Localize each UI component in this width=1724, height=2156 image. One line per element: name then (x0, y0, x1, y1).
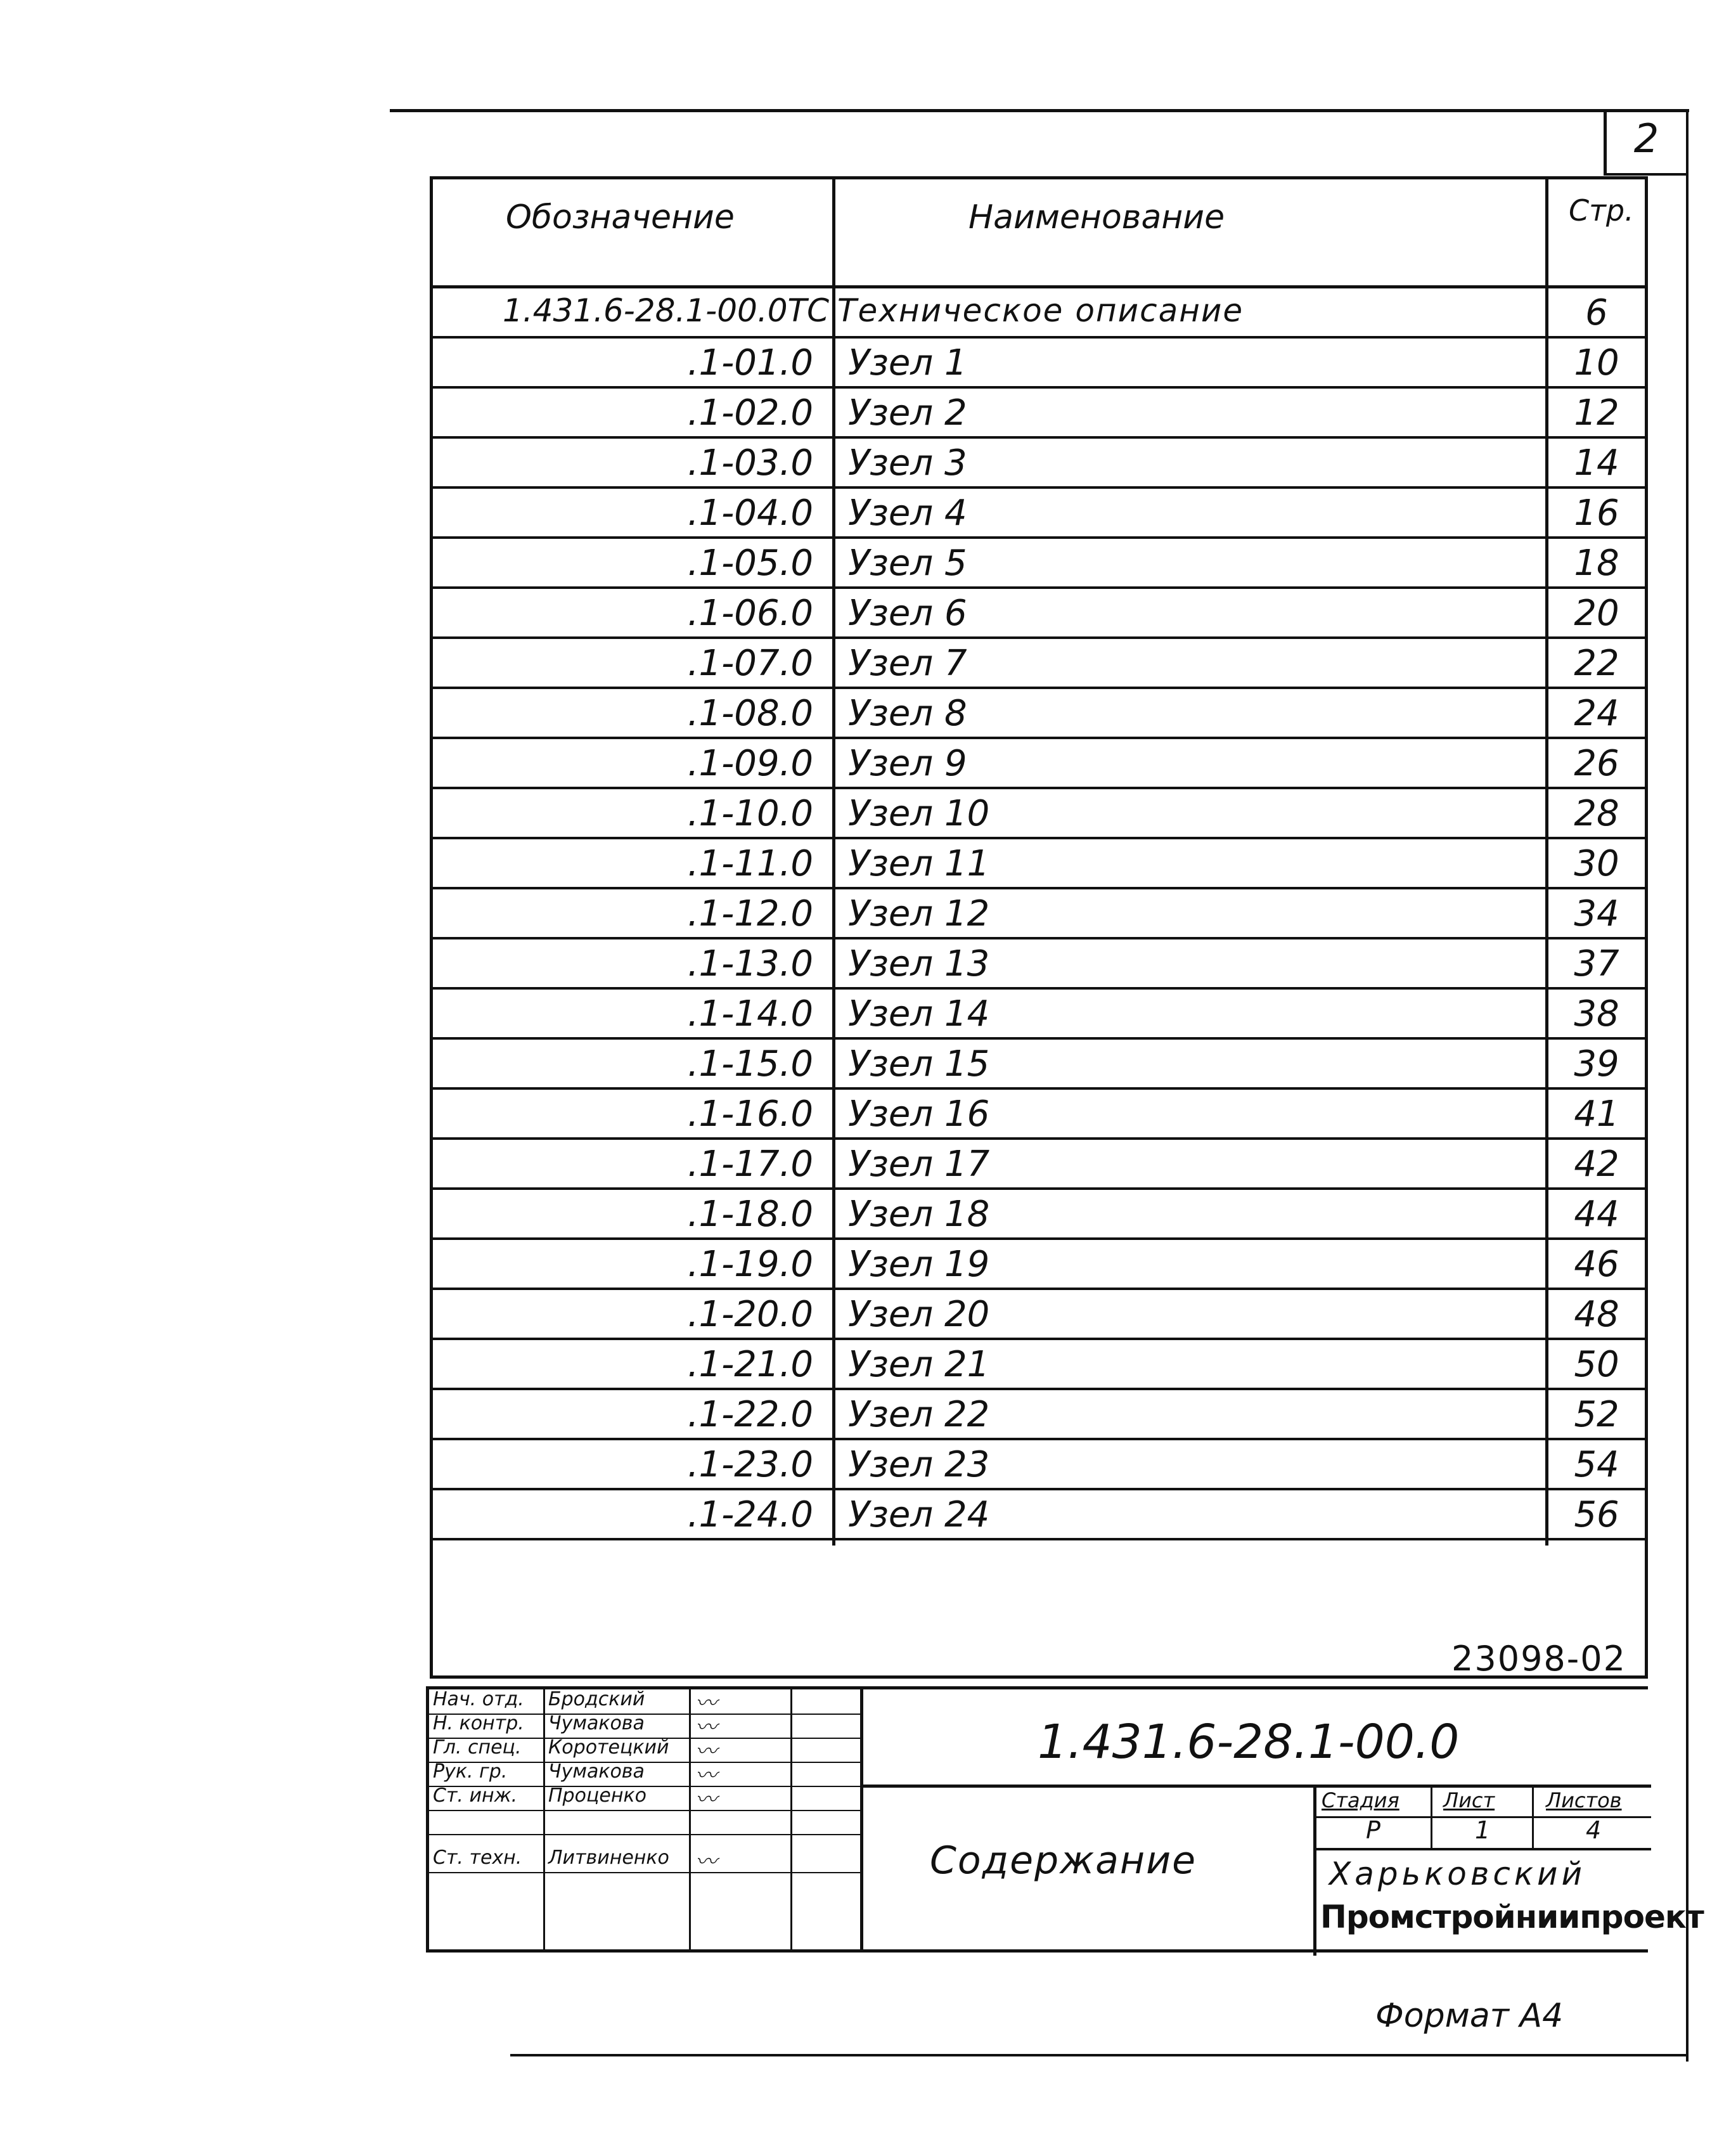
row-name: Узел 7 (848, 643, 967, 684)
table-row (433, 1190, 1645, 1240)
row-code: .1-14.0 (687, 993, 813, 1035)
row-name: Узел 3 (848, 442, 967, 484)
row-code: .1-02.0 (687, 392, 813, 434)
table-rows (433, 288, 1645, 1540)
stage-value: Р (1366, 1816, 1380, 1844)
table-row (433, 1140, 1645, 1190)
table-row (433, 689, 1645, 739)
row-code: .1-18.0 (687, 1194, 813, 1235)
row-code: .1-17.0 (687, 1144, 813, 1185)
signer-role: Н. контр. (433, 1712, 524, 1734)
row-page: 34 (1574, 893, 1619, 934)
row-page: 22 (1574, 643, 1619, 684)
row-name: Узел 17 (848, 1144, 990, 1185)
signature-mark: 〰 (695, 1739, 717, 1764)
table-row (433, 839, 1645, 889)
signer-name: Проценко (548, 1785, 646, 1807)
row-name: Узел 4 (848, 493, 967, 534)
header-designation: Обозначение (506, 198, 735, 236)
signature-mark: 〰 (695, 1691, 717, 1716)
row-code: .1-09.0 (687, 743, 813, 784)
table-row (433, 789, 1645, 839)
row-name: Узел 21 (848, 1344, 990, 1385)
row-page: 38 (1574, 993, 1619, 1035)
signer-row (429, 1786, 860, 1811)
frame-bottom-line (510, 2054, 1686, 2056)
row-page: 18 (1574, 543, 1619, 584)
signer-row (429, 1689, 860, 1715)
table-row (433, 439, 1645, 489)
signer-name: Чумакова (548, 1760, 645, 1783)
table-row (433, 1240, 1645, 1290)
org-name-line1: Харьковский (1329, 1856, 1586, 1892)
row-page: 12 (1574, 392, 1619, 434)
header-page: Стр. (1569, 193, 1634, 228)
signer-row (429, 1848, 860, 1873)
table-row (433, 889, 1645, 939)
table-row (433, 589, 1645, 639)
signer-role: Ст. техн. (433, 1847, 522, 1869)
row-name: Узел 13 (848, 943, 990, 984)
row-code: 1.431.6-28.1-00.0ТС (502, 292, 829, 329)
row-page: 52 (1574, 1394, 1619, 1435)
row-page: 39 (1574, 1043, 1619, 1085)
row-code: .1-06.0 (687, 593, 813, 634)
row-page: 54 (1574, 1444, 1619, 1485)
signature-mark: 〰 (695, 1715, 717, 1740)
format-label: Формат А4 (1375, 1997, 1564, 2035)
signer-row (429, 1762, 860, 1787)
table-row (433, 1090, 1645, 1140)
sheets-value: 4 (1586, 1816, 1602, 1844)
table-row (433, 1290, 1645, 1340)
title-block-title: Содержание (930, 1838, 1197, 1883)
row-code: .1-05.0 (687, 543, 813, 584)
signer-role: Рук. гр. (433, 1760, 508, 1783)
tb-divider-2 (689, 1689, 691, 1949)
header-name: Наименование (968, 198, 1225, 236)
row-code: .1-19.0 (687, 1244, 813, 1285)
row-name: Узел 20 (848, 1294, 990, 1335)
signer-role: Ст. инж. (433, 1785, 518, 1807)
row-name: Узел 2 (848, 392, 967, 434)
signer-row (429, 1714, 860, 1739)
row-page: 48 (1574, 1294, 1619, 1335)
stage-label: Стадия (1322, 1788, 1399, 1812)
row-page: 28 (1574, 793, 1619, 834)
row-code: .1-04.0 (687, 493, 813, 534)
row-name: Узел 23 (848, 1444, 990, 1485)
stage-line-2 (1316, 1848, 1651, 1850)
row-name: Узел 9 (848, 743, 967, 784)
tb-divider-1 (543, 1689, 545, 1949)
row-page: 26 (1574, 743, 1619, 784)
row-code: .1-21.0 (687, 1344, 813, 1385)
table-row (433, 739, 1645, 789)
row-code: .1-13.0 (687, 943, 813, 984)
row-page: 20 (1574, 593, 1619, 634)
row-name: Узел 8 (848, 693, 967, 734)
row-code: .1-15.0 (687, 1043, 813, 1085)
row-code: .1-08.0 (687, 693, 813, 734)
signers-grid (429, 1689, 860, 1949)
row-name: Узел 22 (848, 1394, 990, 1435)
row-code: .1-23.0 (687, 1444, 813, 1485)
table-row (433, 639, 1645, 689)
table-row (433, 539, 1645, 589)
table-row (433, 339, 1645, 389)
row-page: 50 (1574, 1344, 1619, 1385)
row-page: 56 (1574, 1494, 1619, 1535)
row-page: 10 (1574, 342, 1619, 384)
title-block (426, 1686, 1704, 1953)
row-page: 16 (1574, 493, 1619, 534)
row-page: 30 (1574, 843, 1619, 884)
row-page: 46 (1574, 1244, 1619, 1285)
sheets-label: Листов (1546, 1788, 1622, 1812)
table-row (433, 389, 1645, 439)
stage-divider-1 (1431, 1785, 1432, 1848)
sheet-label: Лист (1443, 1788, 1495, 1812)
signature-mark: 〰 (695, 1849, 717, 1875)
row-code: .1-01.0 (687, 342, 813, 384)
stage-box (1313, 1785, 1704, 1956)
tb-divider-3 (790, 1689, 792, 1949)
row-code: .1-12.0 (687, 893, 813, 934)
signer-role: Нач. отд. (433, 1688, 524, 1710)
row-name: Узел 6 (848, 593, 967, 634)
table-row (433, 1490, 1645, 1540)
stage-divider-2 (1532, 1785, 1534, 1848)
signature-mark: 〰 (695, 1763, 717, 1788)
row-page: 6 (1585, 292, 1608, 333)
sheet-number: 2 (1633, 115, 1659, 162)
row-code: .1-07.0 (687, 643, 813, 684)
row-name: Узел 1 (848, 342, 967, 384)
signer-role: Гл. спец. (433, 1736, 522, 1759)
table-row (433, 939, 1645, 990)
signer-row (429, 1810, 860, 1835)
row-page: 41 (1574, 1094, 1619, 1135)
row-page: 24 (1574, 693, 1619, 734)
row-code: .1-16.0 (687, 1094, 813, 1135)
row-code: .1-03.0 (687, 442, 813, 484)
row-code: .1-10.0 (687, 793, 813, 834)
signer-name: Бродский (548, 1688, 645, 1710)
table-row (433, 1390, 1645, 1440)
row-page: 37 (1574, 943, 1619, 984)
tb-divider-4 (860, 1689, 863, 1949)
row-code: .1-20.0 (687, 1294, 813, 1335)
sheet-number-box (1604, 109, 1686, 176)
row-page: 44 (1574, 1194, 1619, 1235)
table-row (433, 489, 1645, 539)
row-name: Узел 12 (848, 893, 990, 934)
row-code: .1-22.0 (687, 1394, 813, 1435)
row-code: .1-11.0 (687, 843, 813, 884)
signature-mark: 〰 (695, 1787, 717, 1812)
row-name: Техническое описание (837, 292, 1244, 329)
title-block-code: 1.431.6-28.1-00.0 (1038, 1715, 1460, 1769)
signer-name: Чумакова (548, 1712, 645, 1734)
row-name: Узел 24 (848, 1494, 990, 1535)
table-header (433, 179, 1645, 288)
signer-name: Литвиненко (548, 1847, 669, 1869)
row-code: .1-24.0 (687, 1494, 813, 1535)
frame-right-line (1686, 109, 1689, 2062)
sheet-value: 1 (1475, 1816, 1491, 1844)
table-row (433, 1340, 1645, 1390)
org-name-line2: Промстройниипроект (1320, 1899, 1704, 1935)
row-name: Узел 15 (848, 1043, 990, 1085)
table-row (433, 288, 1645, 339)
row-name: Узел 10 (848, 793, 990, 834)
signer-row (429, 1738, 860, 1763)
row-name: Узел 5 (848, 543, 967, 584)
row-name: Узел 18 (848, 1194, 990, 1235)
row-name: Узел 14 (848, 993, 990, 1035)
contents-table (430, 176, 1648, 1679)
table-row (433, 990, 1645, 1040)
table-row (433, 1440, 1645, 1490)
signer-name: Коротецкий (548, 1736, 669, 1759)
document-number: 23098-02 (1451, 1639, 1626, 1679)
row-name: Узел 16 (848, 1094, 990, 1135)
table-row (433, 1040, 1645, 1090)
row-name: Узел 11 (848, 843, 990, 884)
row-page: 14 (1574, 442, 1619, 484)
frame-top-line (390, 109, 1689, 112)
row-page: 42 (1574, 1144, 1619, 1185)
row-name: Узел 19 (848, 1244, 990, 1285)
